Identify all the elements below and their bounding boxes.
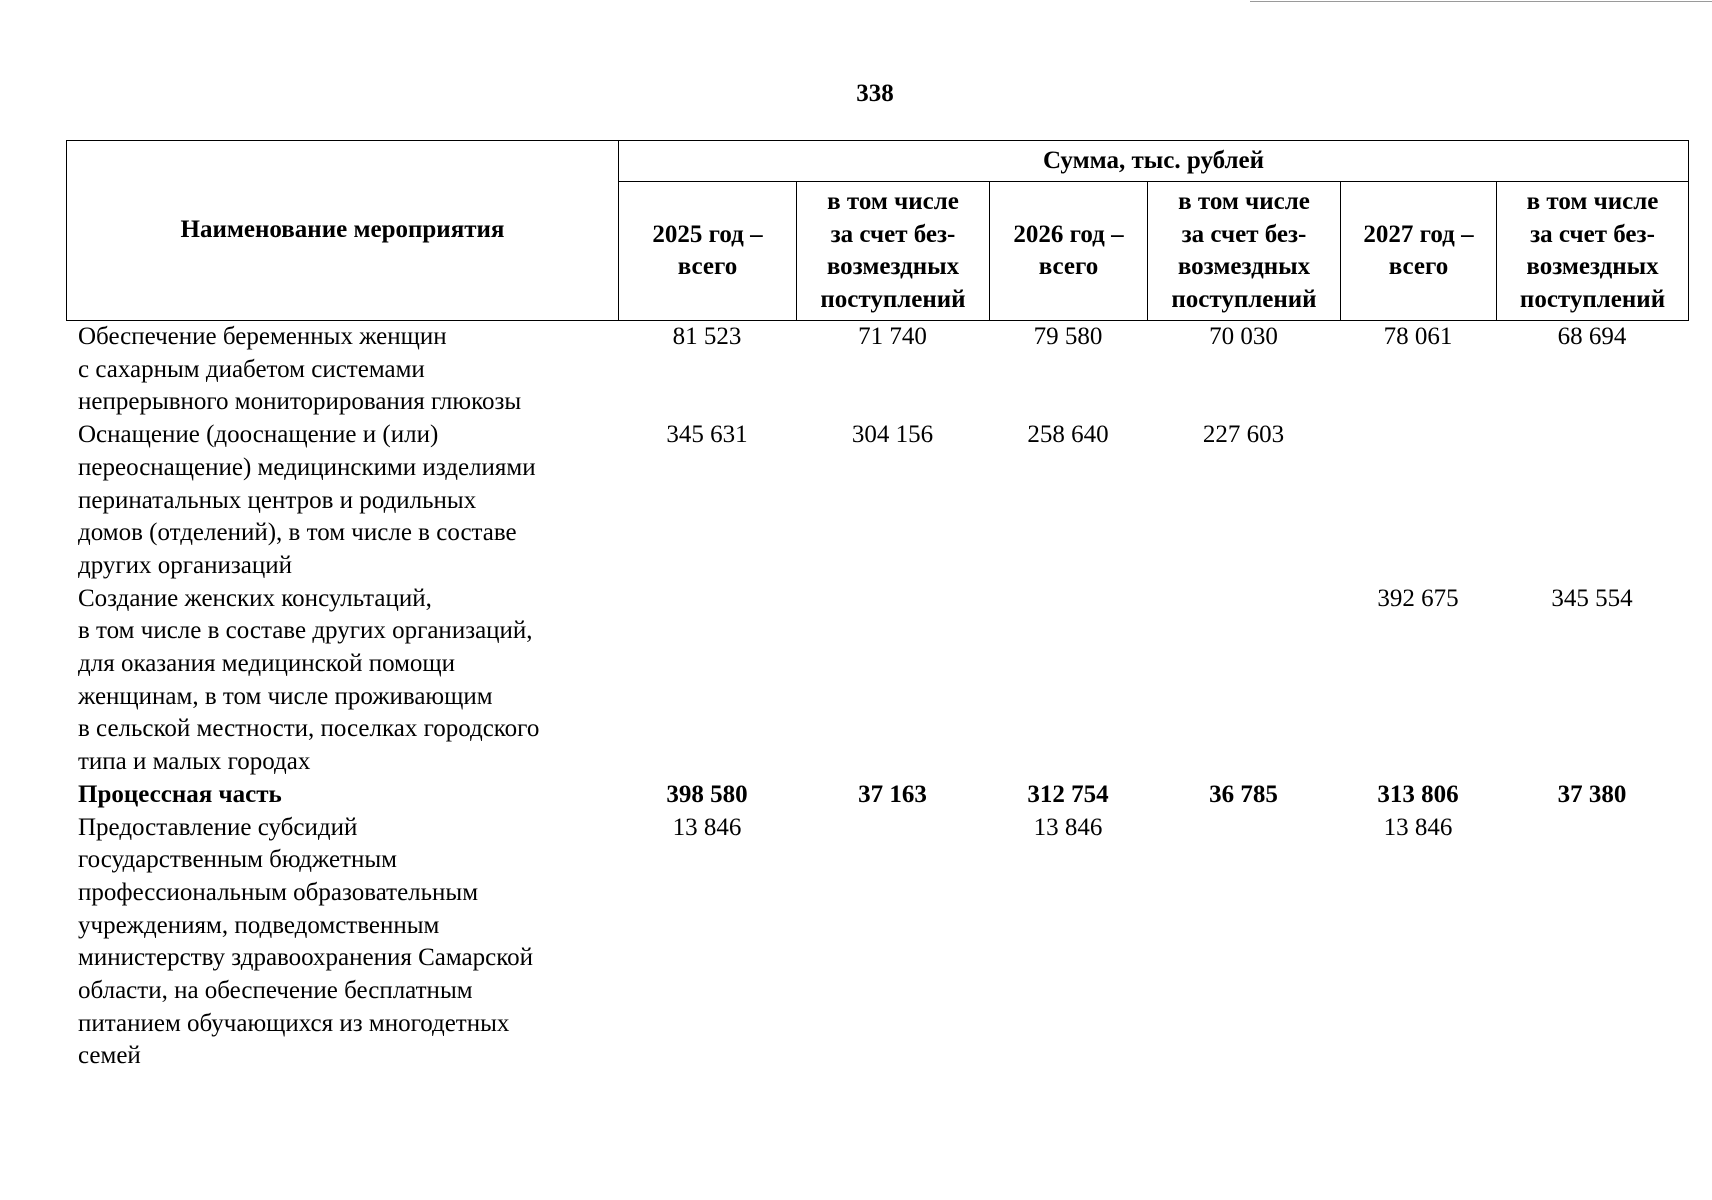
page-number: 338 [856,80,894,107]
value-2027-grants [1496,419,1688,583]
activity-name-line: в том числе в составе других организаций, [78,617,533,645]
activity-name-cell [66,812,618,1074]
value-2026-total [989,583,1147,779]
value-2027-grants [1496,812,1688,1074]
activity-name-line: Создание женских консультаций, [78,584,432,612]
activity-name-cell [66,779,618,812]
activity-name-line: в сельской местности, поселках городского [78,715,540,743]
table-row [66,419,1688,583]
header-cell-2026-grants [1148,182,1341,321]
value-2025-grants [796,812,989,1074]
value-2026-grants: 227 603 [1202,421,1285,449]
activity-name-cell [66,419,618,583]
value-2025-total: 13 846 [672,813,742,841]
top-edge-rule [1250,1,1712,2]
value-2026-grants [1147,812,1340,1074]
header-label-line: поступлений [820,285,966,313]
value-2027-total: 313 806 [1377,780,1459,808]
value-2026-grants [1147,583,1340,779]
header-label-line: возмездных [826,253,960,280]
value-2026-total: 13 846 [1033,813,1103,841]
value-2025-total: 345 631 [666,421,748,449]
activity-name-line: домов (отделений), в том числе в составе [78,519,517,547]
header-name-label: Наименование мероприятия [180,216,505,244]
value-2026-total: 79 580 [1033,323,1103,350]
header-label-line: за счет без- [830,220,956,248]
header-label-line: 2027 год – [1363,220,1474,248]
activity-name-line: области, на обеспечение бесплатным [78,977,473,1005]
activity-name-line: с сахарным диабетом системами [78,355,425,383]
activity-name-line: учреждениям, подведомственным [78,911,440,939]
table-body [66,321,1688,1073]
value-2025-total [618,583,796,779]
value-2025-grants: 304 156 [851,421,934,449]
header-cell-2027-grants [1497,182,1689,321]
activity-name-line: Оснащение (дооснащение и (или) [78,421,439,449]
table-rows [66,321,1688,1073]
header-cell-2025-grants [797,182,990,321]
value-2025-total: 81 523 [672,323,742,350]
value-2027-total: 78 061 [1383,323,1453,350]
value-2027-total [1340,419,1496,583]
header-cell-2027-total [1341,182,1497,321]
table-header [66,140,1689,321]
header-label-line: в том числе [827,188,959,215]
value-2026-total: 312 754 [1027,780,1109,808]
header-label-line: 2026 год – [1013,220,1124,248]
table-row [66,812,1688,1074]
value-2026-total: 258 640 [1027,421,1109,449]
activity-name-line: Процессная часть [78,780,282,808]
value-2027-grants: 68 694 [1557,323,1627,350]
activity-name-cell [66,321,618,419]
activity-name-line: семей [78,1042,141,1070]
header-cell-2026-total [990,182,1148,321]
value-2026-grants: 70 030 [1209,323,1278,350]
value-2027-total: 13 846 [1383,813,1453,841]
value-2025-grants [796,583,989,779]
header-label-line: 2025 год – [652,220,763,248]
activity-name-line: Обеспечение беременных женщин [78,323,447,350]
header-label-line: всего [677,253,738,280]
value-2027-total: 392 675 [1377,584,1459,612]
activity-name-line: Предоставление субсидий [78,813,358,841]
value-2027-grants: 345 554 [1551,584,1633,612]
value-2025-total: 398 580 [666,780,748,808]
table-row [66,583,1688,779]
activity-name-line: министерству здравоохранения Самарской [78,944,533,972]
table-row [66,321,1688,419]
activity-name-line: для оказания медицинской помощи [78,650,456,678]
activity-name-line: государственным бюджетным [78,846,397,874]
header-label-line: поступлений [1519,285,1666,313]
value-2026-grants: 36 785 [1209,780,1278,808]
activity-name-line: непрерывного мониторирования глюкозы [78,388,522,416]
header-label-line: всего [1388,253,1449,280]
activity-name-line: переоснащение) медицинскими изделиями [78,453,536,481]
value-2025-grants: 71 740 [858,323,927,350]
header-label-line: поступлений [1171,285,1317,313]
header-cell-2025-total [619,182,797,321]
header-sum-caption: Сумма, тыс. рублей [1043,146,1265,174]
header-label-line: за счет без- [1530,220,1655,248]
header-label-line: за счет без- [1181,220,1307,248]
table-row [66,779,1688,812]
header-cell-sum [619,141,1689,182]
header-label-line: в том числе [1178,188,1310,215]
value-2027-grants: 37 380 [1557,780,1627,808]
header-label-line: всего [1038,253,1099,280]
value-2025-grants: 37 163 [858,780,927,808]
activity-name-line: питанием обучающихся из многодетных [78,1009,510,1037]
header-label-line: возмездных [1177,253,1311,280]
activity-name-line: женщинам, в том числе проживающим [78,682,493,710]
header-label-line: в том числе [1526,188,1659,215]
header-cell-name [67,141,619,321]
activity-name-line: профессиональным образовательным [78,878,479,906]
activity-name-line: других организаций [78,551,292,579]
activity-name-line: перинатальных центров и родильных [78,486,477,514]
activity-name-cell [66,583,618,779]
activity-name-line: типа и малых городах [78,748,311,776]
header-label-line: возмездных [1526,253,1659,280]
